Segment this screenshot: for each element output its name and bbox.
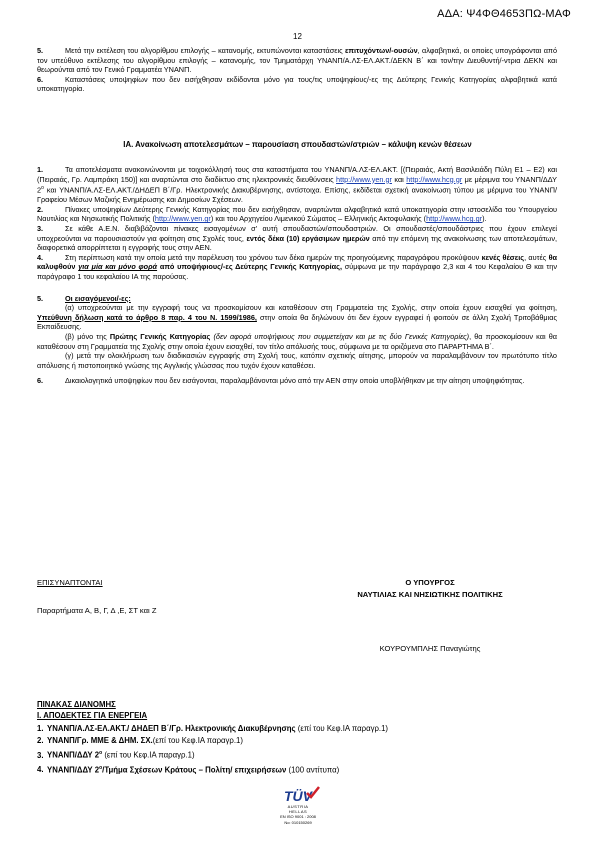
paragraph-text: , αυτές — [524, 252, 549, 262]
list-number: 1. — [37, 724, 44, 733]
item-4 — [37, 253, 557, 282]
distribution-subtitle: Ι. ΑΠΟΔΕΚΤΕΣ ΓΙΑ ΕΝΕΡΓΕΙΑ — [37, 711, 148, 720]
paragraph-text: , αλφαβητικά, οι οποίες υπογράφονται από τον υπεύθυνο εκτέλεσης του αλγορίθμου επιλογής – κατανομής, τον Τμηματάρχη ΥΝΑΝΠ/Α.ΛΣ-ΕΛ.ΑΚΤ./ΔΕΚΝ Β΄ και τον/την Διευθυντή/-ντρια ΔΕΚΝ και θεωρούνται από τον Γενικό Γραμματέα ΥΝΑΝΠ. — [37, 46, 558, 75]
paragraph-text: Δικαιολογητικά υποψηφίων που δεν εισάγονται, παραλαμβάνονται μόνο από την ΑΕΝ στην οποία υποβλήθηκαν με την αίτηση υποψηφιότητας. — [65, 376, 525, 386]
distribution-title: ΠΙΝΑΚΑΣ ΔΙΑΝΟΜΗΣ — [37, 700, 116, 709]
paragraph-text: ) και του Αρχηγείου Λιμενικού Σώματος – Ελληνικής Ακτοφυλακής ( — [210, 214, 427, 224]
recipient-note: (επί του Κεφ.ΙΑ παραγρ.1) — [295, 724, 389, 733]
paragraph-number: 5. — [37, 293, 44, 303]
paragraph-text: , θα προσκομίσουν και θα καταθέσουν στη Γραμματεία της Σχολής στην οποία έχουν εισαχθεί, τον τίτλο απόλυσής τους, σύμφωνα με τα οριζόμενα στο ΠΑΡΑΡΤΗΜΑ Β΄. — [37, 331, 558, 351]
recipient-name: ΥΝΑΝΠ/ΔΔΥ 2 — [47, 765, 100, 775]
emphasis-text: επιτυχόντων/-ουσών — [344, 46, 418, 55]
italic-text: (δεν αφορά υποψήφιους που συμμετείχαν και με τις δύο Γενικές Κατηγορίες) — [210, 331, 470, 341]
section-title: ΙΑ. Ανακοίνωση αποτελεσμάτων – παρουσίαση σπουδαστών/στριών – κάλυψη κενών θέσεων — [123, 140, 472, 149]
paragraph-text: (γ) μετά την ολοκλήρωση των διαδικασιών εγγραφής στη Σχολή τους, κατόπιν σχετικής αίτησης, μπορούν να παραλαμβάνουν τον πρωτότυπο τίτλο απόλυσης ή πιστοποιητικό γνώσης της Αγγλικής γλώσσας που τυχόν έχουν καταθέσει. — [37, 351, 557, 370]
annexes-list: Παραρτήματα Α, Β, Γ, Δ ,Ε, ΣΤ και Ζ — [37, 606, 157, 615]
logo-line: EN ISO 9001 : 2008 — [280, 814, 316, 819]
list-item — [37, 748, 388, 761]
paragraph-text: Σε κάθε Α.Ε.Ν. διαβιβάζονται πίνακες εισαγομένων σ' αυτή σπουδαστών/σπουδαστριών. Οι σπουδαστές/σπουδάστριες που έχουν επιλεγεί υποχρεούνται να παρουσιαστούν για φοίτηση στις Σχολές τους, — [37, 223, 557, 243]
attachments-heading: ΕΠΙΣΥΝΑΠΤΟΝΤΑΙ — [37, 578, 103, 587]
paragraph-6 — [37, 75, 557, 94]
logo-line: HELLAS — [288, 809, 308, 814]
paragraph-text: και ΥΝΑΝΠ/Α.ΛΣ-ΕΛ.ΑΚΤ./ΔΗΔΕΠ Β΄/Γρ. Ηλεκτρονικής Διακυβέρνησης, αντίστοιχα. Επίσης, εκδίδεται σχετική ανακοίνωση τύπου με μέριμνα του ΥΝΑΝΠ/Γραφείου Μέσων Μαζικής Ενημέρωσης και Δημοσίων Σχέσεων. — [37, 185, 557, 205]
item-6 — [37, 376, 557, 386]
section-ia-body — [37, 165, 557, 386]
paragraph-number: 6. — [37, 74, 44, 84]
item-5b — [37, 332, 557, 351]
logo-line: No: 010150269 — [284, 820, 312, 825]
paragraph-text: στην οποία θα δηλώνουν ότι δεν έχουν εγγραφεί ή φοιτούν σε άλλη Σχολή Τριτοβάθμιας Εκπαίδευσης. — [37, 312, 557, 332]
superscript: ο — [41, 185, 44, 192]
paragraph-number: 2. — [37, 204, 44, 214]
paragraph-text: Τα αποτελέσματα ανακοινώνονται με τοιχοκόλλησή τους στα καταστήματα του ΥΝΑΝΠ/Α.ΛΣ-ΕΛ.ΑΚΤ. [(Πειραιάς, Ακτή Βασιλειάδη Πύλη Ε1 – Ε2) και (Πειραιάς, Γρ. Λαμπράκη 150)] και αναρτώνται στο διαδίκτυο στις ηλεκτρονικές διευθύνσεις — [37, 165, 557, 184]
list-item — [37, 724, 388, 734]
recipient-note: (επί του Κεφ.ΙΑ παραγρ.1) — [102, 750, 195, 760]
paragraph-number: 4. — [37, 252, 44, 262]
minister-title: Ο ΥΠΟΥΡΓΟΣ — [405, 578, 455, 587]
paragraph-text: με μέριμνα του ΥΝΑΝΠ/ΔΔΥ 2 — [37, 174, 557, 195]
paragraph-number: 6. — [37, 376, 44, 386]
page-number: 12 — [293, 32, 302, 41]
item-5 — [37, 294, 557, 304]
ministry-name: ΝΑΥΤΙΛΙΑΣ ΚΑΙ ΝΗΣΙΩΤΙΚΗΣ ΠΟΛΙΤΙΚΗΣ — [357, 590, 503, 599]
yen-link[interactable]: http://www.yen.gr — [336, 174, 392, 184]
paragraph-5 — [37, 46, 557, 75]
item-5a — [37, 303, 557, 332]
paragraph-text: Στη περίπτωση κατά την οποία μετά την παρέλευση του χρόνου των δέκα ημερών της προηγούμενης παραγράφου προκύψουν — [65, 252, 482, 262]
recipient-name: ΥΝΑΝΠ/ΔΔΥ 2 — [47, 750, 100, 760]
yen-link[interactable]: http://www.yen.gr — [154, 214, 211, 224]
list-number: 4. — [37, 765, 44, 775]
paragraph-text: Πίνακες υποψηφίων Δεύτερης Γενικής Κατηγορίας που δεν εισήχθησαν, αναρτώνται αλφαβητικά κατά υποκατηγορία στην ιστοσελίδα του Υπουργείου Ναυτιλίας και Νησιωτικής Πολιτικής ( — [37, 204, 557, 224]
check-icon — [306, 786, 320, 800]
paragraph-text: ). — [482, 214, 487, 224]
paragraph-text: από την επόμενη της ανακοίνωσης των αποτελεσμάτων, διαφορετικά απορρίπτεται η εγγραφής τους στην ΑΕΝ. — [37, 233, 557, 253]
paragraph-number: 5. — [37, 46, 44, 55]
emphasis-text: κενές θέσεις — [481, 252, 525, 262]
item-heading: Οι εισαγόμενοι/-ες: — [65, 293, 131, 303]
paragraph-text: (α) υποχρεούνται με την εγγραφή τους να προσκομίσουν και καταθέσουν στη Γραμματεία της Σχολής, στην οποία έχουν εισαχθεί για φοίτηση, — [65, 303, 557, 313]
distribution-list — [37, 724, 388, 775]
logo-line: AUSTRIA — [287, 804, 309, 809]
recipient-note: (επί του Κεφ.ΙΑ παραγρ.1) — [152, 736, 243, 745]
paragraph-text: και — [391, 174, 407, 184]
emphasis-text: Πρώτης Γενικής Κατηγορίας — [109, 331, 211, 341]
emphasis-text: από υποψήφιους/-ες Δεύτερης Γενικής Κατηγορίας, — [157, 262, 342, 272]
recipient-name: ΥΝΑΝΠ/Α.ΛΣ-ΕΛ.ΑΚΤ./ ΔΗΔΕΠ Β΄/Γρ. Ηλεκτρονικής Διακυβέρνησης — [47, 724, 296, 733]
list-item — [37, 736, 388, 746]
item-1 — [37, 165, 557, 205]
tuv-brand: TÜV — [284, 788, 312, 804]
list-number: 2. — [37, 736, 44, 745]
tuv-mark — [272, 788, 324, 804]
recipient-name: /Τμήμα Σχέσεων Κράτους – Πολίτη/ επιχειρήσεων — [102, 765, 287, 775]
item-2 — [37, 205, 557, 224]
ada-code: ΑΔΑ: Ψ4ΦΘ4653ΠΩ-ΜΑΦ — [437, 8, 571, 20]
certification-logo — [272, 788, 324, 826]
emphasis-underlined: Υπεύθυνη δήλωση κατά το άρθρο 8 παρ. 4 του Ν. 1599/1986, — [37, 312, 257, 322]
hcg-link[interactable]: http://www.hcg.gr — [406, 174, 463, 184]
paragraph-number: 1. — [37, 165, 44, 174]
paragraph-text: σύμφωνα με την παράγραφο 2,3 και 4 του Κεφαλαίου Θ και την παράγραφο 1 του κεφαλαίου ΙΑ της παρούσας. — [37, 262, 557, 281]
list-number: 3. — [37, 750, 44, 760]
top-items — [37, 46, 557, 94]
paragraph-text: (β) μόνο της — [65, 331, 110, 341]
list-item — [37, 763, 388, 776]
signatory-name: ΚΟΥΡΟΥΜΠΛΗΣ Παναγιώτης — [379, 644, 481, 653]
paragraph-text: Καταστάσεις υποψηφίων που δεν εισήχθησαν εκδίδονται μόνο για τους/τις υποψηφίους/-ες της Δεύτερης Γενικής Κατηγορίας αλφαβητικά κατά υποκατηγορία. — [37, 74, 557, 94]
emphasis-underlined: για μία και μόνο φορά — [78, 262, 158, 272]
hcg-link[interactable]: http://www.hcg.gr — [426, 214, 483, 224]
superscript: ο — [99, 764, 103, 771]
paragraph-text: Μετά την εκτέλεση του αλγορίθμου επιλογής – κατανομής, εκτυπώνονται καταστάσεις — [65, 46, 345, 55]
item-3 — [37, 224, 557, 253]
item-5c — [37, 351, 557, 370]
paragraph-number: 3. — [37, 223, 44, 233]
superscript: ο — [99, 750, 103, 756]
recipient-name: ΥΝΑΝΠ/Γρ. ΜΜΕ & ΔΗΜ. ΣΧ. — [47, 736, 153, 745]
emphasis-text: εντός δέκα (10) εργάσιμων ημερών — [246, 233, 370, 243]
emphasis-text: θα καλυφθούν — [37, 252, 557, 272]
recipient-note: (100 αντίτυπα) — [286, 765, 340, 775]
